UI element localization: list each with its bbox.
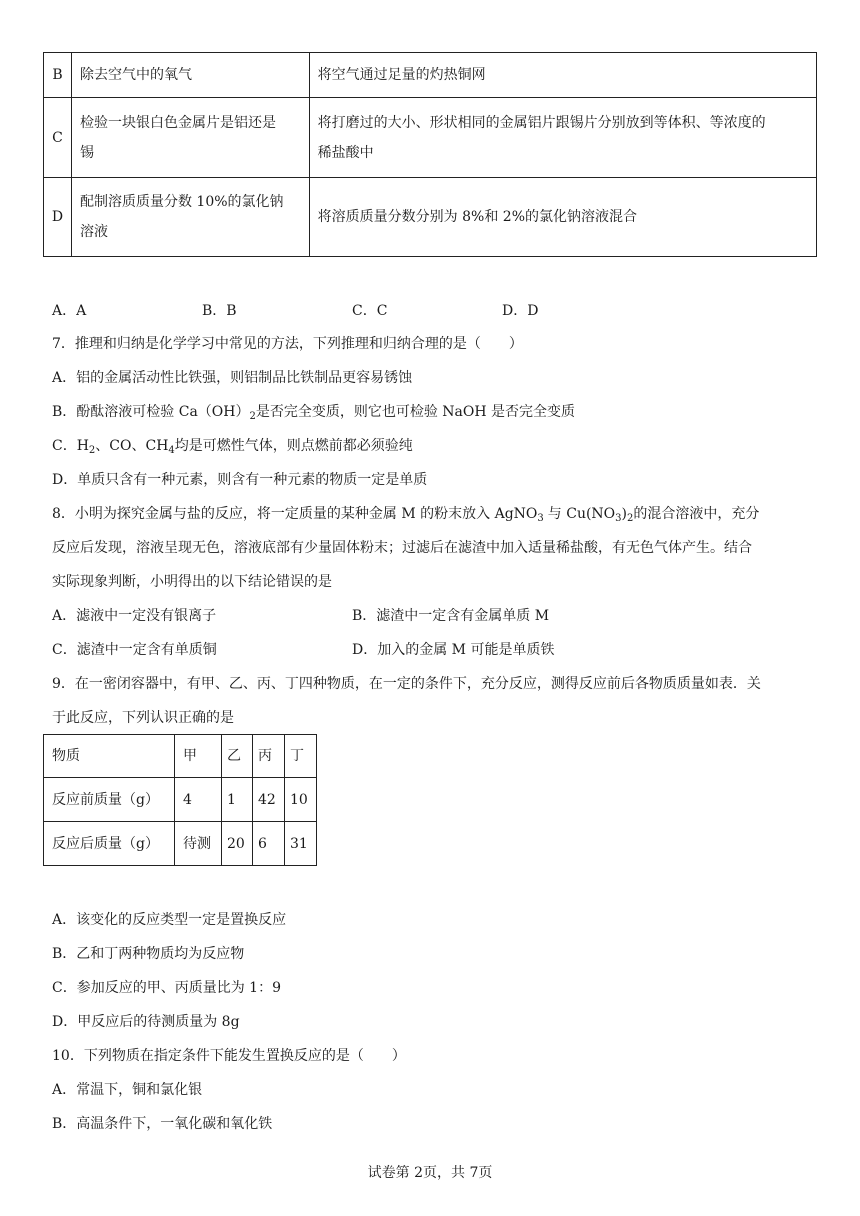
q8-option-b[interactable]: B．滤渣中一定含有金属单质 M [352,608,550,624]
subscript: 2 [249,411,256,422]
purpose-cell: 除去空气中的氧气 [71,53,309,98]
table-cell: 31 [285,822,317,866]
q8-stem-line3: 实际现象判断，小明得出的以下结论错误的是 [52,574,332,590]
text: 是否完全变质，则它也可检验 NaOH 是否完全变质 [255,404,576,420]
header-cell: 甲 [175,735,222,778]
q9-stem-line2: 于此反应，下列认识正确的是 [52,710,234,726]
table-cell: 待测 [175,822,222,866]
purpose-line: 锡 [79,144,94,161]
q8-stem-line1 [52,503,759,523]
table-cell: 20 [222,822,253,866]
q8-option-c[interactable]: C．滤渣中一定含有单质铜 [52,642,217,658]
page-footer: 试卷第 2页，共 7页 [367,1165,493,1181]
text: 与 Cu(NO [547,506,616,522]
text: 均是可燃性气体，则点燃前都必须验纯 [174,438,413,454]
subscript: 4 [168,445,175,456]
option-letter: D [44,178,72,257]
q7-option-b[interactable] [52,401,575,421]
table-row [44,178,817,257]
method-cell: 将空气通过足量的灼热铜网 [309,53,816,98]
table-cell: 10 [285,778,317,822]
q9-option-d[interactable]: D．甲反应后的待测质量为 8g [52,1014,240,1030]
q8-option-a[interactable]: A．滤液中一定没有银离子 [52,608,217,624]
q10-option-b[interactable]: B．高温条件下，一氧化碳和氧化铁 [52,1116,273,1132]
q6-option-a[interactable]: A．A [52,303,87,319]
q10-stem: 10．下列物质在指定条件下能发生置换反应的是（ ） [52,1048,406,1064]
table-cell: 1 [222,778,253,822]
q7-option-a[interactable]: A．铝的金属活动性比铁强，则铝制品比铁制品更容易锈蚀 [52,370,413,386]
text: 、CO、CH [95,438,169,454]
q8-option-d[interactable]: D．加入的金属 M 可能是单质铁 [352,642,555,658]
text: 的混合溶液中，充分 [633,506,760,522]
subscript: 3 [537,513,544,524]
table-header-row [44,735,317,778]
text: B．酚酞溶液可检验 Ca（OH） [52,404,250,420]
table-cell: 反应前质量（g） [44,778,175,822]
method-line: 将打磨过的大小、形状相同的金属铝片跟锡片分别放到等体积、等浓度的 [317,114,766,131]
header-cell: 丁 [285,735,317,778]
q8-stem-line2: 反应后发现，溶液呈现无色，溶液底部有少量固体粉末；过滤后在滤渣中加入适量稀盐酸，有无色气体产生。结合 [52,540,752,556]
purpose-line: 检验一块银白色金属片是铝还是 [79,114,276,131]
option-letter: B [44,53,72,98]
purpose-line: 配制溶质质量分数 10%的氯化钠 [79,194,284,210]
q9-option-b[interactable]: B．乙和丁两种物质均为反应物 [52,946,245,962]
q9-stem-line1: 9．在一密闭容器中，有甲、乙、丙、丁四种物质，在一定的条件下，充分反应，测得反应前后各物质质量如表．关 [52,676,761,692]
method-cell [309,98,816,178]
subscript: 3 [615,513,622,524]
q6-option-b[interactable]: B．B [202,303,237,319]
q9-option-a[interactable]: A．该变化的反应类型一定是置换反应 [52,912,287,928]
header-cell: 乙 [222,735,253,778]
purpose-line: 溶液 [79,224,108,240]
method-cell: 将溶质质量分数分别为 8%和 2%的氯化钠溶液混合 [309,178,816,257]
q7-option-c[interactable] [52,435,413,455]
header-cell: 物质 [44,735,175,778]
header-cell: 丙 [253,735,285,778]
text: C．H [52,438,89,454]
subscript: 2 [627,513,634,524]
table-cell: 6 [253,822,285,866]
text: ) [621,506,627,522]
q9-mass-table [43,734,317,866]
method-line: 稀盐酸中 [317,144,374,161]
table-cell: 42 [253,778,285,822]
q6-option-d[interactable]: D．D [502,303,539,319]
q7-option-d[interactable]: D．单质只含有一种元素，则含有一种元素的物质一定是单质 [52,472,428,488]
q6-options-table [43,52,817,257]
q6-option-c[interactable]: C．C [352,303,388,319]
table-row [44,53,817,98]
table-row [44,778,317,822]
text: 8．小明为探究金属与盐的反应，将一定质量的某种金属 M 的粉末放入 AgNO [52,506,538,522]
q10-option-a[interactable]: A．常温下，铜和氯化银 [52,1082,203,1098]
table-row [44,98,817,178]
subscript: 2 [88,445,96,456]
q7-stem: 7．推理和归纳是化学学习中常见的方法，下列推理和归纳合理的是（ ） [52,336,523,352]
table-cell: 4 [175,778,222,822]
table-row [44,822,317,866]
option-letter: C [44,98,72,178]
purpose-cell [71,98,309,178]
table-cell: 反应后质量（g） [44,822,175,866]
q9-option-c[interactable]: C．参加反应的甲、丙质量比为 1：9 [52,980,281,996]
purpose-cell [71,178,309,257]
